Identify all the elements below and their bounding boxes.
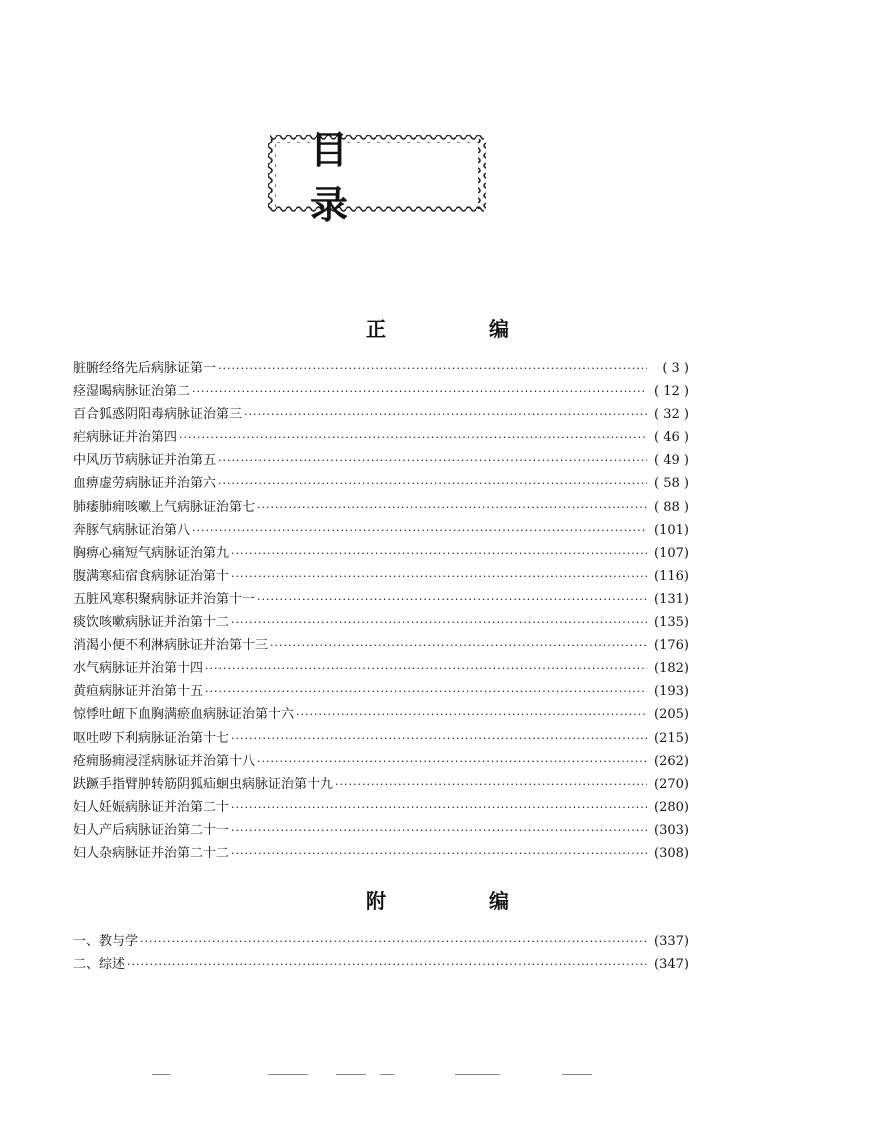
leader-dots (218, 449, 647, 472)
entry-title: 百合狐惑阴阳毒病脉证治第三 (73, 407, 243, 423)
entry-title: 胸痹心痛短气病脉证治第九 (73, 545, 230, 561)
entry-title: 疮痈肠痈浸淫病脉证并治第十八 (73, 753, 256, 769)
entry-page: ( 46 ) (654, 430, 689, 446)
toc-entry[interactable] (73, 819, 689, 842)
entry-title: 五脏风寒积聚病脉证并治第十一 (73, 591, 256, 607)
entry-title: 疟病脉证并治第四 (73, 430, 178, 446)
leader-dots (257, 496, 647, 519)
toc-entry[interactable] (73, 496, 689, 519)
leader-dots (231, 611, 647, 634)
leader-dots (231, 796, 647, 819)
entry-page: (347) (654, 957, 689, 973)
toc-entry[interactable] (73, 657, 689, 680)
entry-page: ( 3 ) (662, 361, 689, 376)
entry-page: (193) (654, 684, 689, 700)
entry-title: 腹满寒疝宿食病脉证治第十 (73, 568, 230, 584)
entry-page: (303) (654, 822, 689, 838)
entry-title: 趺蹶手指臂肿转筋阴狐疝蛔虫病脉证治第十九 (73, 776, 334, 792)
leader-dots (257, 588, 647, 611)
toc-entry[interactable] (73, 842, 689, 865)
entry-title: 妇人产后病脉证治第二十一 (73, 822, 230, 838)
page-title: 目 录 (310, 128, 393, 227)
entry-page: (337) (654, 934, 689, 949)
toc-entry[interactable] (73, 403, 689, 426)
toc-entry[interactable] (73, 357, 689, 380)
entry-page: (176) (654, 638, 689, 654)
entry-page: (116) (654, 568, 689, 584)
entry-title: 肺痿肺痈咳嗽上气病脉证治第七 (73, 499, 256, 515)
leader-dots (205, 680, 647, 703)
entry-page: (182) (654, 661, 689, 677)
toc-entry[interactable] (73, 472, 689, 495)
leader-dots (231, 819, 647, 842)
leader-dots (192, 380, 647, 403)
entry-page: ( 12 ) (654, 384, 689, 400)
scan-artifact (336, 1074, 366, 1075)
entry-page: (280) (654, 799, 689, 815)
entry-title: 二、综述 (73, 957, 126, 973)
entry-page: (262) (654, 753, 689, 769)
entry-page: (135) (654, 615, 689, 631)
leader-dots (244, 403, 647, 426)
entry-title: 一、教与学 (73, 934, 139, 949)
toc-entry[interactable] (73, 519, 689, 542)
scan-artifact (268, 1074, 308, 1075)
entry-page: (205) (654, 707, 689, 723)
toc-main-list (73, 357, 689, 865)
leader-dots (296, 703, 647, 726)
toc-entry[interactable] (73, 750, 689, 773)
leader-dots (205, 657, 647, 680)
entry-title: 痰饮咳嗽病脉证并治第十二 (73, 615, 230, 631)
scan-artifact (455, 1074, 500, 1075)
toc-appendix-list (73, 930, 689, 976)
toc-entry[interactable] (73, 680, 689, 703)
entry-title: 脏腑经络先后病脉证第一 (73, 361, 217, 376)
entry-page: ( 32 ) (654, 407, 689, 423)
entry-page: ( 88 ) (654, 499, 689, 515)
leader-dots (218, 357, 647, 380)
toc-entry[interactable] (73, 611, 689, 634)
toc-entry[interactable] (73, 565, 689, 588)
entry-title: 水气病脉证并治第十四 (73, 661, 204, 677)
entry-title: 痉湿暍病脉证治第二 (73, 384, 191, 400)
toc-entry[interactable] (73, 449, 689, 472)
toc-entry[interactable] (73, 380, 689, 403)
scan-artifact (562, 1074, 592, 1075)
entry-title: 消渴小便不利淋病脉证并治第十三 (73, 638, 269, 654)
entry-page: ( 58 ) (654, 476, 689, 492)
toc-entry[interactable] (73, 588, 689, 611)
entry-page: (270) (654, 776, 689, 792)
toc-entry[interactable] (73, 542, 689, 565)
entry-page: (308) (654, 845, 689, 861)
leader-dots (179, 426, 647, 449)
entry-page: (131) (654, 591, 689, 607)
section-heading-main: 正 编 (366, 317, 557, 341)
toc-entry[interactable] (73, 426, 689, 449)
entry-title: 血痹虚劳病脉证并治第六 (73, 476, 217, 492)
entry-title: 妇人妊娠病脉证并治第二十 (73, 799, 230, 815)
leader-dots (140, 930, 647, 953)
leader-dots (127, 953, 647, 976)
entry-title: 呕吐哕下利病脉证治第十七 (73, 730, 230, 746)
leader-dots (218, 472, 647, 495)
leader-dots (257, 750, 647, 773)
leader-dots (231, 565, 647, 588)
scan-artifact (152, 1074, 170, 1075)
toc-entry[interactable] (73, 727, 689, 750)
entry-title: 妇人杂病脉证并治第二十二 (73, 845, 230, 861)
toc-entry[interactable] (73, 773, 689, 796)
scan-artifact (380, 1074, 394, 1075)
toc-entry[interactable] (73, 796, 689, 819)
leader-dots (192, 519, 647, 542)
entry-page: (107) (654, 545, 689, 561)
toc-entry[interactable] (73, 634, 689, 657)
entry-page: (215) (654, 730, 689, 746)
toc-entry[interactable] (73, 703, 689, 726)
page-title-frame (266, 128, 488, 227)
toc-entry[interactable] (73, 953, 689, 976)
leader-dots (335, 773, 647, 796)
entry-title: 惊悸吐衄下血胸满瘀血病脉证治第十六 (73, 707, 295, 723)
section-heading-appendix: 附 编 (366, 889, 557, 913)
toc-entry[interactable] (73, 930, 689, 953)
leader-dots (231, 542, 647, 565)
entry-page: (101) (654, 522, 689, 538)
leader-dots (270, 634, 647, 657)
entry-title: 奔豚气病脉证治第八 (73, 522, 191, 538)
entry-title: 中风历节病脉证并治第五 (73, 453, 217, 469)
entry-page: ( 49 ) (654, 453, 689, 469)
entry-title: 黄疸病脉证并治第十五 (73, 684, 204, 700)
leader-dots (231, 842, 647, 865)
leader-dots (231, 727, 647, 750)
